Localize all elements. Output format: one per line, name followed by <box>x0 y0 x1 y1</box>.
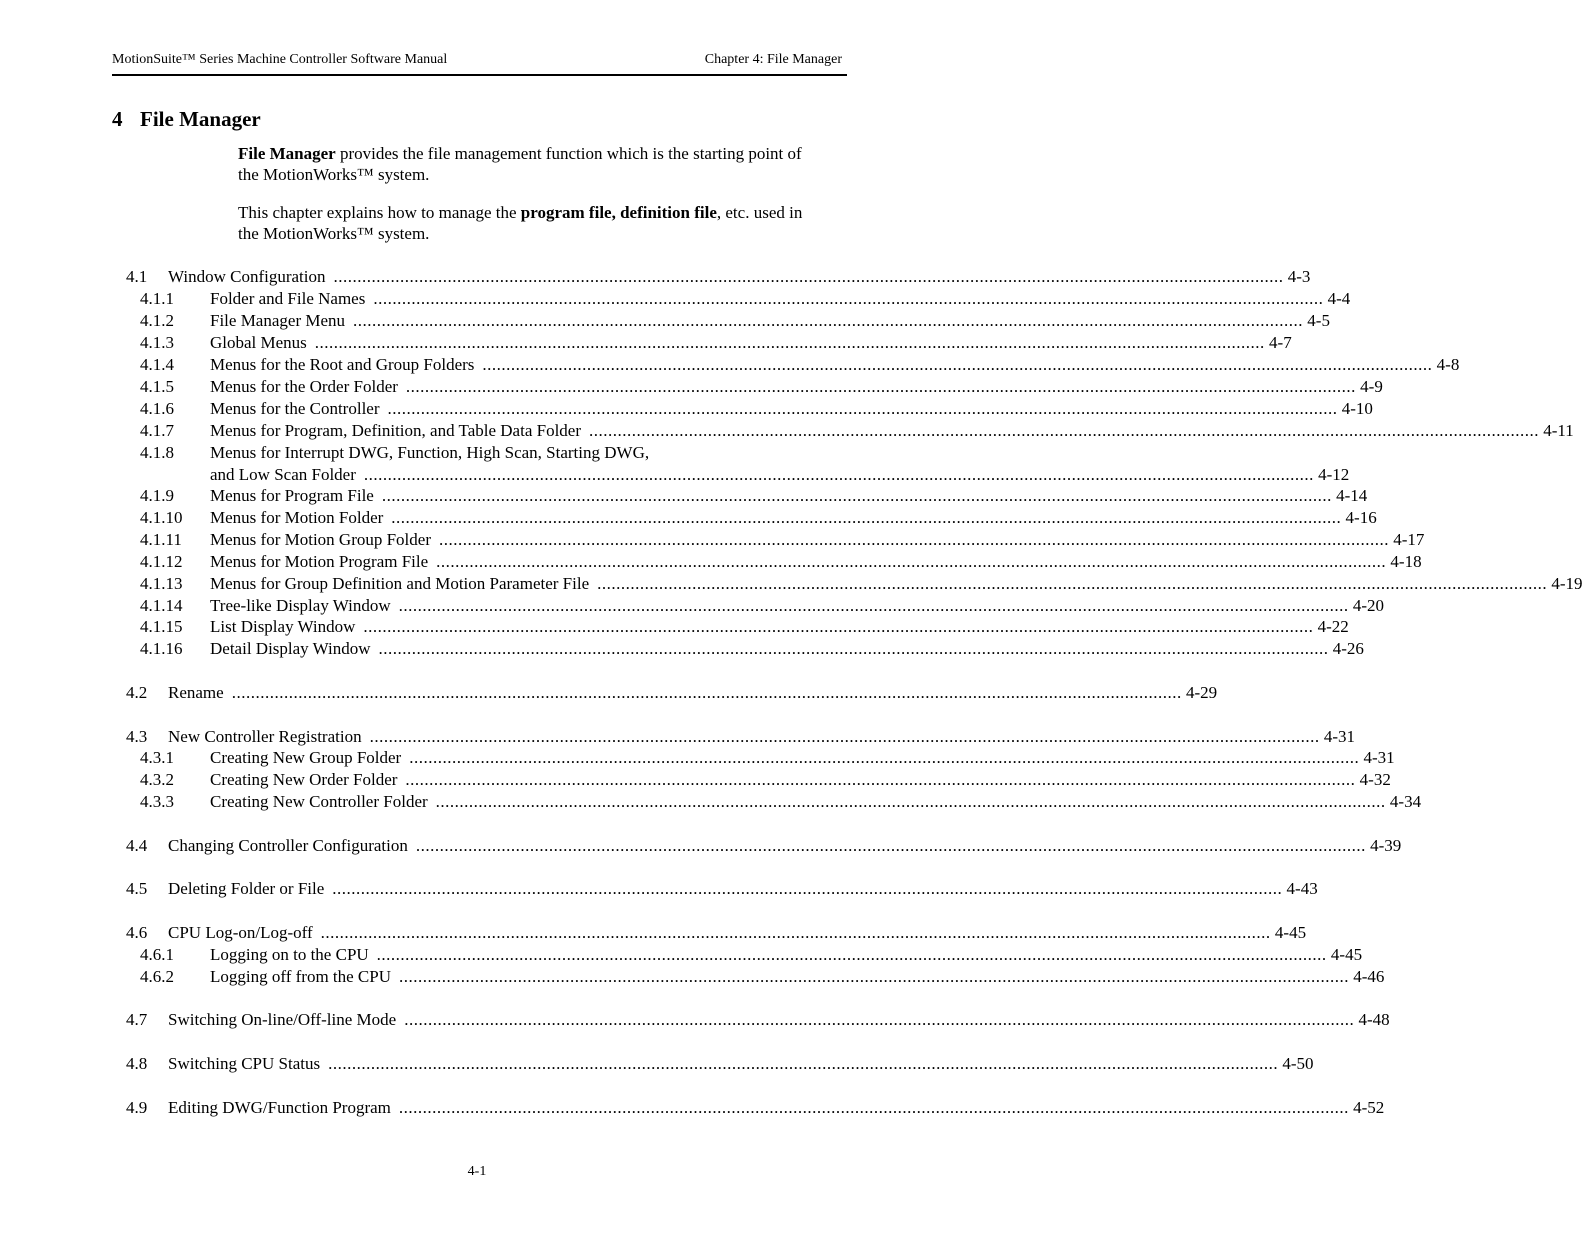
page-number: 4-1 <box>467 1164 487 1179</box>
toc-leader-dots: ........................................................................................................................................................................................................ <box>482 355 1433 374</box>
toc-number: 4.9 <box>126 1098 148 1117</box>
toc-subsection[interactable] <box>0 354 1460 376</box>
toc-title: File Manager Menu <box>210 311 346 330</box>
toc-title: Menus for the Root and Group Folders <box>210 355 475 374</box>
toc-title: CPU Log-on/Log-off <box>168 923 313 942</box>
toc-subsection[interactable] <box>0 944 1363 966</box>
toc-page-number: 4-11 <box>1539 421 1574 440</box>
toc-page-number: 4-17 <box>1388 530 1425 549</box>
toc-leader-dots: ........................................................................................................................................................................................................ <box>373 289 1324 308</box>
toc-number: 4.1.13 <box>140 574 183 593</box>
toc-number: 4.1.5 <box>140 377 174 396</box>
toc-leader-dots: ........................................................................................................................................................................................................ <box>436 552 1387 571</box>
toc-page-number: 4-9 <box>1355 377 1383 396</box>
toc-section[interactable] <box>0 835 1402 857</box>
chapter-title <box>112 107 261 132</box>
toc-leader-dots: ........................................................................................................................................................................................................ <box>387 399 1338 418</box>
toc-page-number: 4-3 <box>1283 267 1311 286</box>
toc-title: Switching CPU Status <box>168 1054 321 1073</box>
toc-number: 4.1.14 <box>140 596 183 615</box>
header-manual-title: MotionSuite™ Series Machine Controller Software Manual <box>112 52 448 67</box>
toc-leader-dots: ........................................................................................................................................................................................................ <box>314 333 1265 352</box>
toc-page-number: 4-5 <box>1303 311 1330 330</box>
toc-subsection[interactable] <box>0 769 1391 791</box>
toc-page-number: 4-7 <box>1264 333 1292 352</box>
toc-number: 4.1.7 <box>140 421 174 440</box>
toc-page-number: 4-26 <box>1328 639 1364 658</box>
toc-number: 4.6 <box>126 923 148 942</box>
toc-subsection[interactable] <box>0 573 1583 595</box>
toc-page-number: 4-31 <box>1359 748 1395 767</box>
toc-number: 4.1 <box>126 267 148 286</box>
toc-page-number: 4-10 <box>1337 399 1373 418</box>
toc-page-number: 4-16 <box>1341 508 1377 527</box>
toc-title: and Low Scan Folder <box>210 465 356 484</box>
toc-section[interactable] <box>0 878 1318 900</box>
intro-paragraph-1 <box>238 143 813 185</box>
toc-leader-dots: ........................................................................................................................................................................................................ <box>333 267 1284 286</box>
toc-section[interactable] <box>0 922 1307 944</box>
toc-title: Tree-like Display Window <box>210 596 391 615</box>
toc-title: Creating New Group Folder <box>210 748 402 767</box>
toc-number: 4.4 <box>126 836 148 855</box>
toc-title: Creating New Order Folder <box>210 770 398 789</box>
toc-number: 4.1.8 <box>140 443 174 462</box>
toc-section[interactable] <box>0 682 1218 704</box>
toc-number: 4.1.2 <box>140 311 174 330</box>
toc-leader-dots: ........................................................................................................................................................................................................ <box>597 574 1548 593</box>
toc-leader-dots: ........................................................................................................................................................................................................ <box>378 639 1329 658</box>
toc-title: Menus for Group Definition and Motion Parameter File <box>210 574 590 593</box>
toc-number: 4.7 <box>126 1010 148 1029</box>
toc-leader-dots: ........................................................................................................................................................................................................ <box>405 770 1356 789</box>
toc-title: Menus for Program, Definition, and Table Data Folder <box>210 421 581 440</box>
toc-page-number: 4-45 <box>1270 923 1307 942</box>
toc-number: 4.1.1 <box>140 289 174 308</box>
toc-subsection[interactable] <box>0 310 1330 332</box>
toc-page-number: 4-14 <box>1331 486 1368 505</box>
header-chapter: Chapter 4: File Manager <box>704 52 842 67</box>
intro-text: provides the file management function which is the starting point of the MotionWorks™ system. <box>238 144 802 184</box>
toc-subsection[interactable] <box>0 332 1292 354</box>
toc-number: 4.3.3 <box>140 792 174 811</box>
toc-leader-dots: ........................................................................................................................................................................................................ <box>320 923 1271 942</box>
toc-subsection[interactable] <box>0 747 1395 769</box>
toc-section[interactable] <box>0 726 1355 748</box>
toc-number: 4.1.11 <box>140 530 182 549</box>
toc-leader-dots: ........................................................................................................................................................................................................ <box>363 465 1314 484</box>
toc-title: Editing DWG/Function Program <box>168 1098 391 1117</box>
toc-leader-dots: ........................................................................................................................................................................................................ <box>435 792 1386 811</box>
toc-title: Menus for the Order Folder <box>210 377 398 396</box>
toc-leader-dots: ........................................................................................................................................................................................................ <box>405 377 1356 396</box>
toc-page-number: 4-52 <box>1348 1098 1385 1117</box>
toc-subsection[interactable] <box>0 638 1364 660</box>
toc-leader-dots: ........................................................................................................................................................................................................ <box>438 530 1389 549</box>
toc-subsection[interactable] <box>0 791 1422 813</box>
toc-title: Folder and File Names <box>210 289 366 308</box>
toc-leader-dots: ........................................................................................................................................................................................................ <box>409 748 1360 767</box>
toc-page-number: 4-12 <box>1313 465 1350 484</box>
intro-text: This chapter explains how to manage the <box>238 203 521 222</box>
chapter-title-text: File Manager <box>140 107 261 131</box>
toc-title: Logging on to the CPU <box>210 945 369 964</box>
intro-text: , etc. used in the MotionWorks™ system. <box>238 203 803 243</box>
toc-page-number: 4-18 <box>1386 552 1422 571</box>
header-rule <box>112 74 847 76</box>
toc-title: Menus for Motion Program File <box>210 552 429 571</box>
toc-title: Window Configuration <box>168 267 326 286</box>
toc-number: 4.3.2 <box>140 770 174 789</box>
toc-leader-dots: ........................................................................................................................................................................................................ <box>353 311 1304 330</box>
toc-section[interactable] <box>0 1009 1390 1031</box>
toc-page-number: 4-43 <box>1282 879 1318 898</box>
toc-subsection[interactable] <box>0 966 1385 988</box>
toc-page-number: 4-4 <box>1323 289 1351 308</box>
toc-page-number: 4-8 <box>1432 355 1460 374</box>
toc-title: Menus for Interrupt DWG, Function, High Scan, Starting DWG, <box>210 443 650 462</box>
intro-bold-term: File Manager <box>238 144 336 163</box>
toc-page-number: 4-22 <box>1313 617 1349 636</box>
toc-title: Rename <box>168 683 224 702</box>
toc-subsection[interactable] <box>0 616 1349 638</box>
toc-page-number: 4-34 <box>1385 792 1422 811</box>
toc-subsection[interactable] <box>0 485 1368 507</box>
toc-section[interactable] <box>0 1053 1314 1075</box>
toc-page-number: 4-29 <box>1181 683 1218 702</box>
toc-number: 4.1.16 <box>140 639 183 658</box>
toc-title: Menus for the Controller <box>210 399 380 418</box>
toc-leader-dots: ........................................................................................................................................................................................................ <box>399 967 1350 986</box>
toc-leader-dots: ........................................................................................................................................................................................................ <box>415 836 1366 855</box>
toc-number: 4.1.12 <box>140 552 183 571</box>
toc-title: New Controller Registration <box>168 727 362 746</box>
toc-leader-dots: ........................................................................................................................................................................................................ <box>363 617 1314 636</box>
toc-leader-dots: ........................................................................................................................................................................................................ <box>381 486 1332 505</box>
toc-number: 4.1.10 <box>140 508 183 527</box>
toc-title: Deleting Folder or File <box>168 879 325 898</box>
toc-number: 4.1.9 <box>140 486 174 505</box>
toc-number: 4.1.3 <box>140 333 174 352</box>
toc-leader-dots: ........................................................................................................................................................................................................ <box>391 508 1342 527</box>
toc-page-number: 4-48 <box>1354 1010 1390 1029</box>
toc-number: 4.3.1 <box>140 748 174 767</box>
toc-subsection[interactable] <box>0 507 1377 529</box>
toc-title: Menus for Program File <box>210 486 374 505</box>
toc-leader-dots: ........................................................................................................................................................................................................ <box>376 945 1327 964</box>
toc-page-number: 4-46 <box>1349 967 1385 986</box>
toc-page-number: 4-45 <box>1326 945 1363 964</box>
toc-leader-dots: ........................................................................................................................................................................................................ <box>398 1098 1349 1117</box>
toc-number: 4.2 <box>126 683 148 702</box>
intro-paragraph-2 <box>238 202 813 244</box>
toc-title: List Display Window <box>210 617 356 636</box>
toc-title: Logging off from the CPU <box>210 967 392 986</box>
toc-title: Detail Display Window <box>210 639 371 658</box>
toc-title: Global Menus <box>210 333 307 352</box>
toc-number: 4.1.6 <box>140 399 174 418</box>
toc-number: 4.6.1 <box>140 945 174 964</box>
toc-page-number: 4-31 <box>1319 727 1355 746</box>
toc-number: 4.1.4 <box>140 355 174 374</box>
toc-number: 4.8 <box>126 1054 148 1073</box>
toc-subsection[interactable] <box>0 551 1422 573</box>
toc-leader-dots: ........................................................................................................................................................................................................ <box>404 1010 1355 1029</box>
toc-number: 4.3 <box>126 727 148 746</box>
toc-section[interactable] <box>0 266 1311 288</box>
toc-page-number: 4-19 <box>1547 574 1583 593</box>
toc-subsection[interactable] <box>0 529 1425 551</box>
toc-page-number: 4-20 <box>1348 596 1385 615</box>
toc-number: 4.1.15 <box>140 617 183 636</box>
toc-subsection[interactable] <box>0 420 1574 442</box>
toc-page-number: 4-50 <box>1278 1054 1314 1073</box>
toc-subsection[interactable] <box>0 442 954 464</box>
toc-leader-dots: ........................................................................................................................................................................................................ <box>332 879 1283 898</box>
running-header <box>112 51 842 69</box>
toc-number: 4.6.2 <box>140 967 174 986</box>
toc-leader-dots: ........................................................................................................................................................................................................ <box>589 421 1539 440</box>
toc-subsection[interactable] <box>0 376 1383 398</box>
toc-title: Creating New Controller Folder <box>210 792 428 811</box>
toc-leader-dots: ........................................................................................................................................................................................................ <box>328 1054 1279 1073</box>
toc-subsection[interactable] <box>0 288 1351 310</box>
toc-subsection[interactable] <box>0 595 1385 617</box>
toc-subsection[interactable] <box>0 398 1373 420</box>
toc-title: Switching On-line/Off-line Mode <box>168 1010 397 1029</box>
toc-leader-dots: ........................................................................................................................................................................................................ <box>398 596 1349 615</box>
toc-title: Menus for Motion Group Folder <box>210 530 431 549</box>
chapter-number: 4 <box>112 107 123 131</box>
toc-title: Changing Controller Configuration <box>168 836 408 855</box>
intro-bold-term: program file, definition file <box>520 203 717 222</box>
toc-page-number: 4-39 <box>1365 836 1402 855</box>
toc-page-number: 4-32 <box>1355 770 1391 789</box>
toc-leader-dots: ........................................................................................................................................................................................................ <box>369 727 1320 746</box>
toc-subsection[interactable] <box>0 464 1350 486</box>
toc-number: 4.5 <box>126 879 148 898</box>
toc-leader-dots: ........................................................................................................................................................................................................ <box>231 683 1182 702</box>
toc-title: Menus for Motion Folder <box>210 508 384 527</box>
toc-section[interactable] <box>0 1097 1385 1119</box>
